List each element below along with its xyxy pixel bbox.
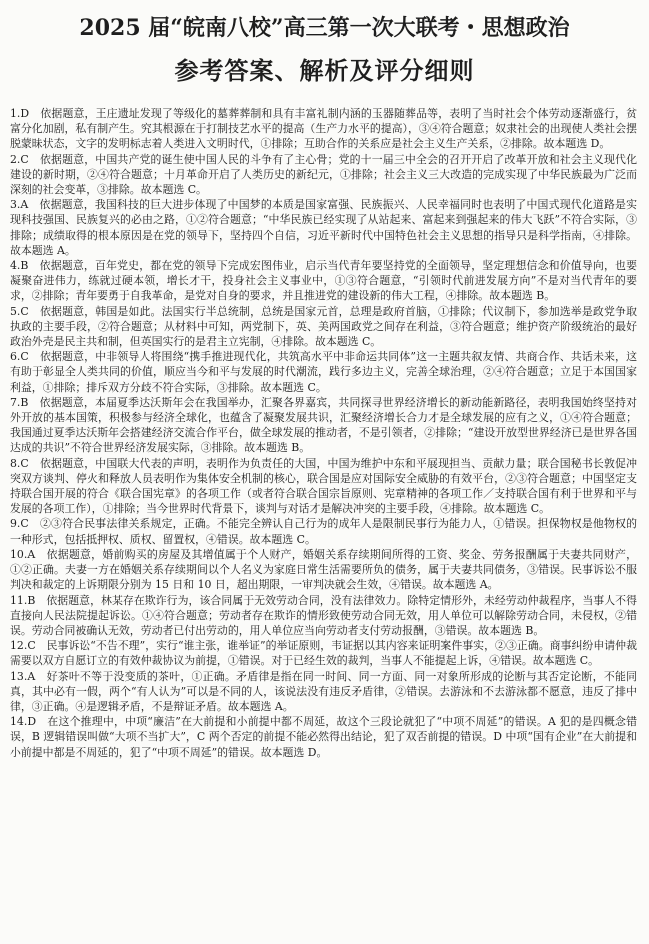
answer-item-9 bbox=[10, 516, 637, 546]
answer-number: 13. bbox=[10, 669, 28, 683]
answer-item-4 bbox=[10, 258, 637, 304]
answer-number: 14. bbox=[10, 715, 28, 729]
answer-text: C 依据题意，中国共产党的诞生使中国人民的斗争有了主心骨；党的十一届三中全会的召开开启了改革开放和社会主义现代化建设的新时期，②④符合题意；十月革命开启了人类历史的新纪元，①排除；社会主义三大改造的完成实现了中华民族最为广泛而深刻的社会变革，③排除。故本题选 C。 bbox=[10, 152, 637, 197]
answer-number: 7. bbox=[10, 395, 21, 409]
answer-item-12 bbox=[10, 638, 637, 668]
answer-number: 2. bbox=[10, 152, 21, 166]
document-subtitle: 参考答案、解析及评分细则 bbox=[174, 56, 475, 85]
answer-number: 1. bbox=[10, 107, 21, 120]
answer-item-14 bbox=[10, 714, 637, 760]
answer-item-8 bbox=[10, 456, 637, 517]
answer-text: D 依据题意，王庄遗址发现了等级化的墓葬葬制和具有丰富礼制内涵的玉器随葬品等，表明了当时社会个体劳动逐渐盛行，贫富分化加剧，私有制产生。究其根源在于打制技艺水平的提高（生产力水平的提高），③④符合题意；奴隶社会的出现使人类社会摆脱蒙昧状态，文字的发明标志着人类进入文明时代，①排除；互助合作的关系应是社会主义生产关系，②排除。故本题选 D。 bbox=[10, 107, 637, 151]
answer-text: C 依据题意，中非领导人将围绕“携手推进现代化，共筑高水平中非命运共同体”这一主题共叙友情、共商合作、共话未来，这有助于彰显全人类共同的价值，顺应当今和平与发展的时代潮流，践行多边主义，完善全球治理，②④符合题意；立足于本国国家利益，①排除；排斥双方分歧不符合实际，③排除。故本题选 C。 bbox=[10, 350, 637, 394]
answer-item-3 bbox=[10, 197, 637, 258]
answer-item-7 bbox=[10, 395, 637, 456]
answer-number: 3. bbox=[10, 198, 21, 212]
document-title: 2025 届“皖南八校”高三第一次大联考・思想政治 bbox=[79, 15, 570, 41]
answer-text: B 依据题意，百年党史，都在党的领导下完成宏图伟业，启示当代青年要坚持党的全面领导，坚定理想信念和价值导向，也要凝聚奋进伟力，练就过硬本领，增长才干，投身社会主义事业中，①③符合题意，“引领时代前进发展方向”不是对当代青年的要求，②排除；青年要勇于自我革命，是党对自身的要求，并且推进党的建设新的伟大工程，④排除。故本题选 B。 bbox=[10, 259, 637, 303]
answer-item-6 bbox=[10, 349, 637, 395]
answer-number: 12. bbox=[10, 639, 28, 653]
answer-item-13 bbox=[10, 669, 637, 715]
answer-item-1 bbox=[10, 106, 637, 152]
answer-text: D 在这个推理中，中项“廉洁”在大前提和小前提中都不周延，故这个三段论就犯了“中项不周延”的错误。A 犯的是四概念错误，B 逻辑错误叫做“大项不当扩大”，C 两个否定的前提不能必然得出结论，犯了双否前提的错误。D 中项“国有企业”在大前提和小前提中都是不周延的，犯了“中项不周延”的错误。故本题选 D。 bbox=[10, 715, 637, 759]
answer-item-11 bbox=[10, 593, 637, 639]
answer-text: B 依据题意，本届夏季达沃斯年会在我国举办，汇聚各界嘉宾，共同探寻世界经济增长的新动能新路径，表明我国始终坚持对外开放的基本国策，积极参与经济全球化，也蕴含了凝聚发展共识，汇聚经济增长合力才是全球发展的应有之义，①④符合题意；我国通过夏季达沃斯年会搭建经济交流合作平台，做全球发展的推动者，不是引领者，②排除；“建设开放型世界经济已是世界各国达成的共识”不符合世界经济发展实际，③排除。故本题选 B。 bbox=[10, 395, 637, 455]
answer-number: 6. bbox=[10, 350, 21, 364]
answer-item-10 bbox=[10, 547, 637, 593]
answer-text: C 依据题意，中国联大代表的声明，表明作为负责任的大国，中国为维护中东和平展现担当、贡献力量；联合国秘书长敦促冲突双方谈判、停火和释放人员表明作为集体安全机制的核心，联合国是应对国际安全威胁的有效平台，②③符合题意；中国坚定支持联合国开展的符合《联合国宪章》的各项工作（或者符合联合国宗旨原则、宪章精神的各项工作／支持联合国有利于世界和平与发展的各项工作），①排除；当今世界时代背景下，谈判与对话才是解决冲突的主要手段，④排除。故本题选 C。 bbox=[10, 456, 637, 516]
answer-item-5 bbox=[10, 304, 637, 350]
answer-number: 8. bbox=[10, 456, 21, 470]
answer-text: B 依据题意，林某存在欺诈行为，该合同属于无效劳动合同，没有法律效力。除特定情形外，未经劳动仲裁程序，当事人不得直接向人民法院提起诉讼。①④符合题意；劳动者存在欺诈的情形致使劳动合同无效，用人单位可以解除劳动合同，未侵权，②错误。劳动合同被确认无效，劳动者已付出劳动的，用人单位应当向劳动者支付劳动报酬，③错误。故本题选 B。 bbox=[10, 593, 637, 637]
answer-number: 4. bbox=[10, 259, 21, 273]
answer-item-2 bbox=[10, 152, 637, 198]
answer-text: A 依据题意，婚前购买的房屋及其增值属于个人财产，婚姻关系存续期间所得的工资、奖金、劳务报酬属于夫妻共同财产，①②正确。夫妻一方在婚姻关系存续期间以个人名义为家庭日常生活需要所负的债务，属于夫妻共同债务，③错误。民事诉讼不服判决和裁定的上诉期限分别为 15 日和 10 日，超出期限，一审判决就会生效，④错误。故本题选 A。 bbox=[10, 547, 637, 592]
answer-text: A 依据题意，我国科技的巨大进步体现了中国梦的本质是国家富强、民族振兴、人民幸福同时也表明了中国式现代化道路是实现科技强国、民族复兴的必由之路，①②符合题意；“中华民族已经实现了从站起来、富起来到强起来的伟大飞跃”不符合实际，③排除；成绩取得的根本原因是在党的领导下，坚持四个自信，习近平新时代中国特色社会主义思想的指导只是科学指南，④排除。故本题选 A。 bbox=[10, 198, 637, 257]
answer-text: C 依据题意，韩国是如此。法国实行半总统制，总统是国家元首，总理是政府首脑，①排除；代议制下，参加选举是政党争取执政的主要手段，②符合题意；从材料中可知，两党制下，英、美两国政党之间存在利益，③符合题意；维护资产阶级统治的最好政治外壳是民主共和制，但英国实行的是君主立宪制，④排除。故本题选 C。 bbox=[10, 304, 637, 349]
answer-number: 9. bbox=[10, 517, 21, 531]
answer-text: C ②③符合民事法律关系规定，正确。不能完全辨认自己行为的成年人是限制民事行为能力人，①错误。担保物权是他物权的一种形式，包括抵押权、质权、留置权，④错误。故本题选 C。 bbox=[10, 517, 637, 546]
answer-number: 11. bbox=[10, 593, 28, 607]
answer-text: C 民事诉讼“不告不理”，实行“谁主张，谁举证”的举证原则，韦证据以其内容来证明案件事实，②③正确。商事纠纷申请仲裁需要以双方自愿订立的有效仲裁协议为前提，①错误。对于已经生效的裁判，当事人不能提起上诉，④错误。故本题选 C。 bbox=[10, 639, 637, 668]
answer-list bbox=[10, 106, 637, 760]
answer-number: 5. bbox=[10, 304, 21, 318]
answer-number: 10. bbox=[10, 547, 28, 561]
answer-text: A 好茶叶不等于没变质的茶叶，①正确。矛盾律是指在同一时间、同一方面、同一对象所形成的论断与其否定论断，不能同真，其中必有一假，两个“有人认为”可以是不同的人，该说法没有违反矛盾律，②错误。去游泳和不去游泳都不愿意，违反了排中律，③正确。④是逻辑矛盾，不是辩证矛盾。故本题选 A。 bbox=[10, 669, 637, 713]
